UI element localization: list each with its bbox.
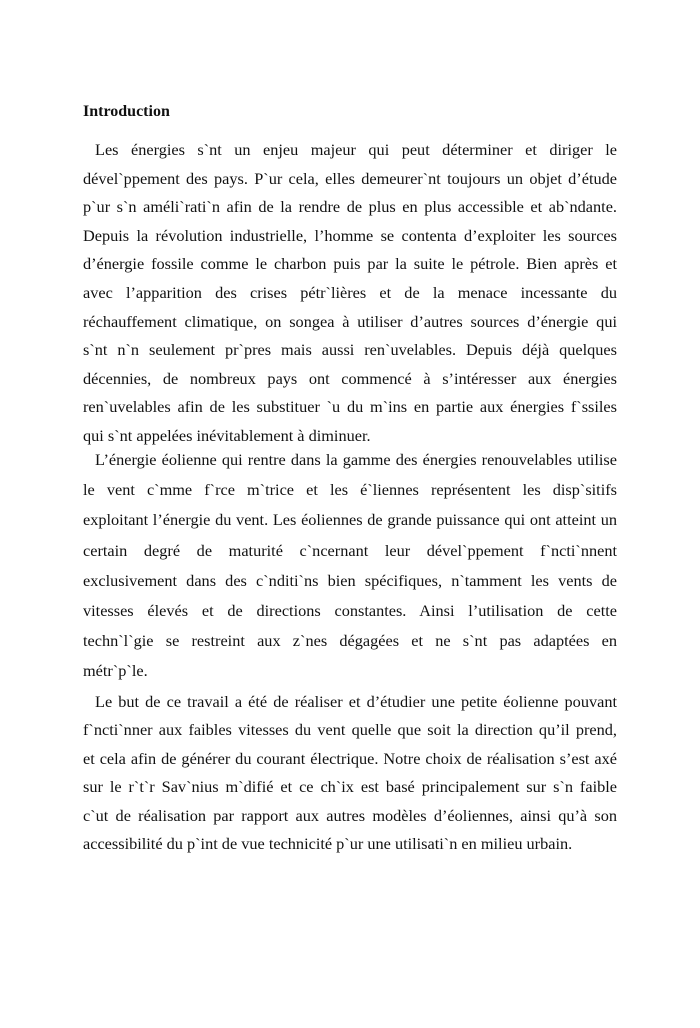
text-line: exploitant l’énergie du vent. Les éoliennes de grande puissance qui ont atteint un	[83, 510, 617, 530]
text-line: métr`p`le.	[83, 661, 148, 681]
text-line: exclusivement dans des c`nditi`ns bien spécifiques, n`tamment les vents de	[83, 570, 617, 590]
text-line: s`nt n`n seulement pr`pres mais aussi ren`uvelables. Depuis déjà quelques	[83, 340, 617, 360]
text-line: Le but de ce travail a été de réaliser et d’étudier une petite éolienne pouvant	[95, 692, 617, 711]
text-line: L’énergie éolienne qui rentre dans la gamme des énergies renouvelables utilise	[95, 450, 617, 469]
paragraph-2	[83, 445, 617, 687]
text-line: c`ut de réalisation par rapport aux autres modèles d’éoliennes, ainsi qu’à son	[83, 805, 617, 825]
text-line: avec l’apparition des crises pétr`lières et de la menace incessante du	[83, 282, 617, 302]
text-line: Les énergies s`nt un enjeu majeur qui peut déterminer et diriger le	[95, 140, 617, 159]
section-heading: Introduction	[83, 103, 170, 120]
text-line: qui s`nt appelées inévitablement à diminuer.	[83, 425, 371, 445]
text-line: dével`ppement des pays. P`ur cela, elles demeurer`nt toujours un objet d’étude	[83, 168, 617, 188]
text-line: certain degré de maturité c`ncernant leur dével`ppement f`ncti`nnent	[83, 540, 617, 560]
text-line: réchauffement climatique, on songea à utiliser d’autres sources d’énergie qui	[83, 311, 617, 331]
text-line: p`ur s`n améli`rati`n afin de la rendre de plus en plus accessible et ab`ndante.	[83, 197, 617, 217]
text-line: f`ncti`nner aux faibles vitesses du vent quelle que soit la direction qu’il prend,	[83, 720, 617, 740]
text-line: Depuis la révolution industrielle, l’homme se contenta d’exploiter les sources	[83, 225, 617, 245]
text-line: vitesses élevés et de directions constantes. Ainsi l’utilisation de cette	[83, 600, 617, 620]
text-line: le vent c`mme f`rce m`trice et les é`liennes représentent les disp`sitifs	[83, 480, 617, 500]
paragraph-3	[83, 688, 617, 858]
text-line: ren`uvelables afin de les substituer `u du m`ins en partie aux énergies f`ssiles	[83, 397, 617, 417]
paragraph-1	[83, 136, 617, 451]
text-line: décennies, de nombreux pays ont commencé à s’intéresser aux énergies	[83, 368, 617, 388]
text-line: et cela afin de générer du courant électrique. Notre choix de réalisation s’est axé	[83, 748, 617, 768]
text-line: d’énergie fossile comme le charbon puis par la suite le pétrole. Bien après et	[83, 254, 617, 274]
text-line: accessibilité du p`int de vue technicité p`ur une utilisati`n en milieu urbain.	[83, 833, 573, 853]
text-line: sur le r`t`r Sav`nius m`difié et ce ch`ix est basé principalement sur s`n faible	[83, 777, 617, 797]
text-line: techn`l`gie se restreint aux z`nes dégagées et ne s`nt pas adaptées en	[83, 631, 617, 651]
